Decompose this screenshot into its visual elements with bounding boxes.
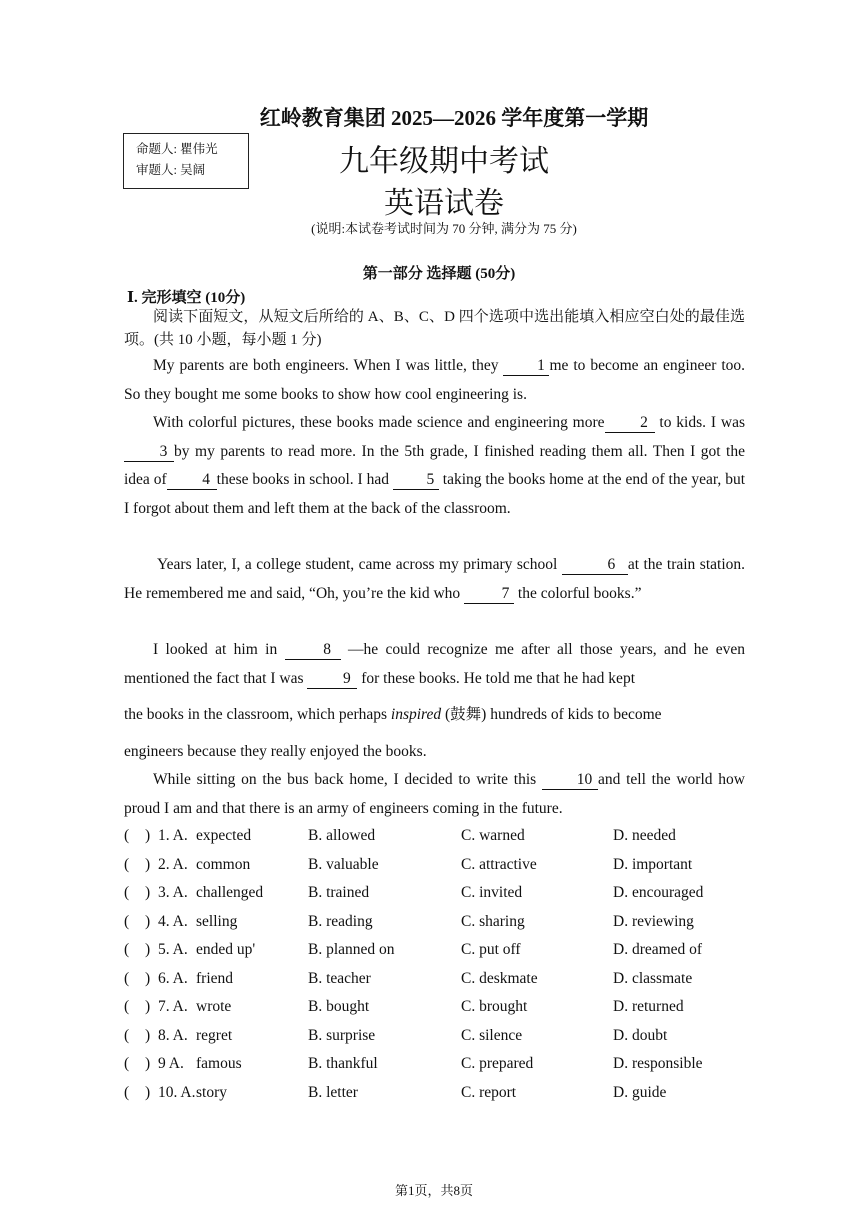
option-b: B. allowed	[308, 827, 376, 844]
part-heading: 第一部分 选择题 (50分)	[362, 266, 516, 282]
option-b: B. valuable	[308, 855, 379, 873]
blank-2: 2	[605, 414, 655, 433]
passage-paragraph-5	[124, 766, 745, 823]
option-a: friend	[196, 969, 234, 987]
option-d: D. dreamed of	[613, 941, 703, 958]
passage-text: —he could recognize me after all those years, and he even mentioned the fact that I was	[124, 641, 746, 687]
author-line: 命题人: 瞿伟光	[136, 142, 218, 156]
subject-title: 英语试卷	[384, 187, 504, 220]
answer-paren-open[interactable]: (	[124, 941, 130, 958]
option-c: C. silence	[461, 1026, 523, 1044]
answer-paren-close: )	[145, 827, 151, 844]
passage-text: by my parents to read more. In the 5th grade, I finished reading them all. Then I got the idea of	[124, 442, 745, 488]
passage-text: these books in school. I had	[216, 471, 389, 488]
option-b: B. thankful	[308, 1055, 378, 1072]
passage-text: to kids. I was	[659, 414, 745, 431]
school-term-title: 红岭教育集团 2025—2026 学年度第一学期	[259, 106, 649, 130]
option-c: C. warned	[461, 827, 525, 844]
blank-8: 8	[285, 641, 341, 660]
blank-1: 1	[503, 357, 549, 376]
blank-5: 5	[393, 471, 439, 490]
blank-9: 9	[307, 670, 357, 689]
option-d: D. encouraged	[613, 884, 704, 901]
answer-paren-open[interactable]: (	[124, 855, 130, 873]
question-number: 3. A.	[158, 884, 188, 901]
option-a: regret	[196, 1026, 233, 1044]
exam-note: (说明:本试卷考试时间为 70 分钟, 满分为 75 分)	[311, 221, 577, 236]
page-number: 第1页，共8页	[394, 1183, 473, 1198]
blank-6: 6	[562, 556, 628, 575]
passage-text: I looked at him in	[153, 641, 278, 658]
section-title: Ⅰ. 完形填空 (10分)	[127, 290, 246, 306]
question-number: 4. A.	[158, 912, 188, 930]
question-number: 5. A.	[158, 941, 188, 958]
exam-title: 九年级期中考试	[339, 145, 549, 178]
option-d: D. needed	[613, 827, 676, 844]
option-d: D. reviewing	[613, 912, 694, 930]
passage-text: My parents are both engineers. When I was little, they	[153, 357, 499, 374]
passage-text: While sitting on the bus back home, I decided to write this	[153, 771, 537, 788]
answer-paren-close: )	[145, 969, 151, 987]
passage-line	[124, 701, 745, 730]
option-b: B. trained	[308, 884, 370, 901]
blank-7: 7	[464, 585, 514, 604]
blank-4: 4	[167, 471, 217, 490]
option-c: C. invited	[461, 884, 523, 901]
option-b: B. surprise	[308, 1026, 376, 1044]
reviewer-line: 审题人: 吴阔	[136, 163, 206, 177]
answer-paren-close: )	[145, 1083, 151, 1101]
answer-paren-open[interactable]: (	[124, 912, 130, 930]
answer-paren-close: )	[145, 941, 151, 958]
passage-text: me to become an engineer too. So they bought me some books to show how cool engineering is.	[124, 357, 746, 403]
option-c: C. report	[461, 1083, 517, 1101]
option-b: B. letter	[308, 1083, 358, 1101]
option-a: story	[196, 1083, 227, 1101]
passage-paragraph-2	[124, 409, 745, 523]
question-number: 9 A.	[158, 1055, 184, 1072]
question-number: 8. A.	[158, 1026, 188, 1044]
passage-paragraph-1	[124, 352, 745, 409]
passage-text: With colorful pictures, these books made science and engineering more	[153, 414, 605, 431]
option-c: C. brought	[461, 998, 528, 1015]
answer-paren-open[interactable]: (	[124, 884, 130, 901]
answer-paren-open[interactable]: (	[124, 998, 130, 1015]
question-number: 6. A.	[158, 969, 188, 987]
option-b: B. teacher	[308, 969, 371, 987]
passage-text: for these books. He told me that he had kept	[361, 669, 635, 687]
passage-text: taking the books home at the end of the year, but I forgot about them and left them at the back of the classroom.	[124, 471, 746, 517]
option-c: C. sharing	[461, 912, 525, 930]
passage-text: Years later, I, a college student, came across my primary school	[157, 556, 558, 573]
blank-3: 3	[124, 443, 174, 462]
option-a: ended up'	[196, 941, 256, 958]
answer-paren-close: )	[145, 1055, 151, 1072]
option-d: D. important	[613, 855, 693, 873]
question-number: 1. A.	[158, 827, 188, 844]
option-a: expected	[196, 827, 252, 844]
option-b: B. planned on	[308, 941, 395, 958]
answer-paren-open[interactable]: (	[124, 827, 130, 844]
option-a: wrote	[196, 998, 232, 1015]
option-d: D. guide	[613, 1083, 667, 1101]
option-b: B. reading	[308, 912, 373, 930]
passage-text: engineers because they really enjoyed the books.	[124, 743, 427, 760]
option-d: D. returned	[613, 998, 684, 1015]
blank-10: 10	[542, 771, 598, 790]
option-a: famous	[196, 1055, 242, 1072]
answer-paren-open[interactable]: (	[124, 1026, 130, 1044]
passage-text: at the train station. He remembered me and said, “Oh, you’re the kid who	[124, 556, 745, 602]
option-d: D. classmate	[613, 969, 693, 987]
answer-paren-open[interactable]: (	[124, 1055, 130, 1072]
passage-text: the colorful books.”	[517, 584, 642, 602]
passage-paragraph-4	[124, 636, 745, 693]
option-c: C. deskmate	[461, 969, 538, 987]
passage-text: and tell the world how proud I am and that there is an army of engineers coming in the future.	[124, 771, 745, 817]
answer-paren-close: )	[145, 855, 151, 873]
question-number: 7. A.	[158, 998, 188, 1015]
option-a: challenged	[196, 884, 264, 901]
answer-paren-close: )	[145, 912, 151, 930]
question-number: 2. A.	[158, 855, 188, 873]
option-d: D. responsible	[613, 1055, 703, 1072]
instructions: 阅读下面短文，从短文后所给的 A、B、C、D 四个选项中选出能填入相应空白处的最佳选项。(共 10 小题，每小题 1 分)	[124, 309, 745, 348]
option-b: B. bought	[308, 998, 370, 1015]
option-a: common	[196, 855, 251, 873]
option-d: D. doubt	[613, 1026, 668, 1044]
answer-paren-close: )	[145, 1026, 151, 1044]
passage-text: (鼓舞) hundreds of kids to become	[445, 706, 662, 723]
option-a: selling	[196, 912, 238, 930]
passage-line	[124, 738, 745, 767]
answer-paren-close: )	[145, 998, 151, 1015]
question-number: 10. A.	[158, 1083, 196, 1101]
answer-paren-open[interactable]: (	[124, 1083, 130, 1101]
option-c: C. put off	[461, 941, 521, 958]
passage-text: the books in the classroom, which perhaps	[124, 706, 388, 723]
option-c: C. attractive	[461, 855, 537, 873]
answer-paren-open[interactable]: (	[124, 969, 130, 987]
option-c: C. prepared	[461, 1055, 534, 1072]
answer-paren-close: )	[145, 884, 151, 901]
passage-paragraph-3	[124, 551, 745, 608]
italic-word: inspired	[390, 706, 442, 723]
